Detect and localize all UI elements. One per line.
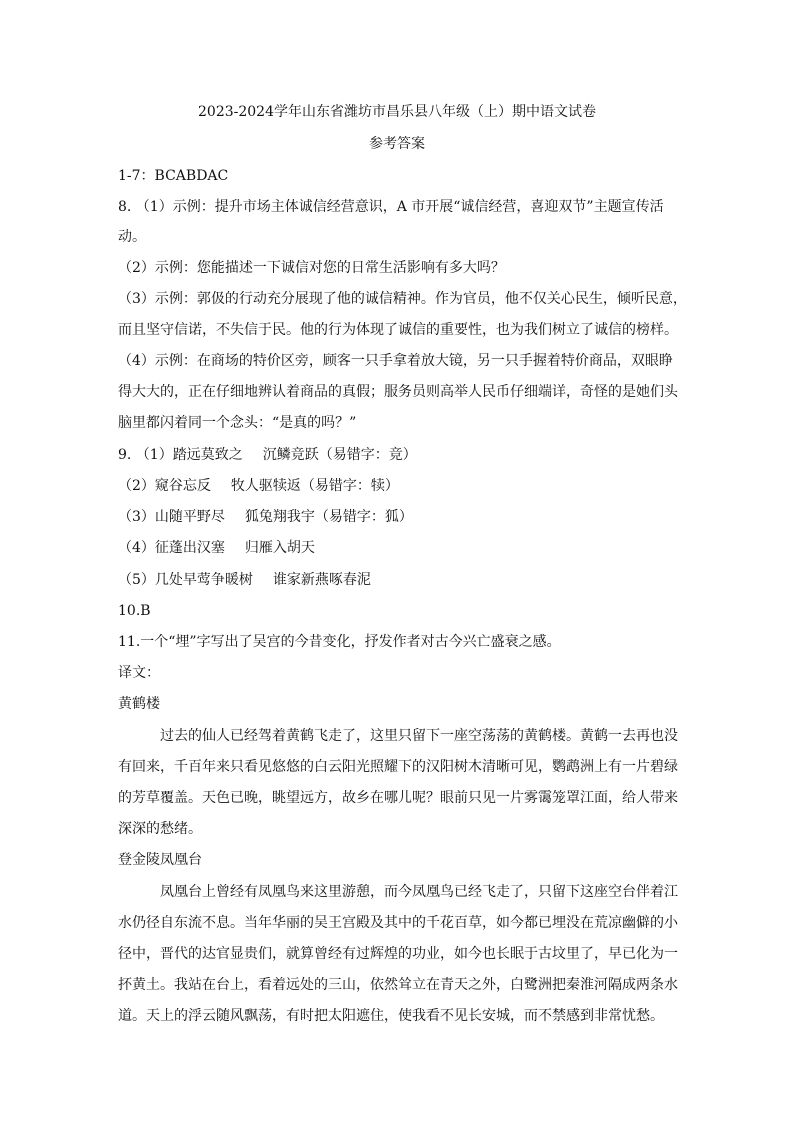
answer-q9-1 <box>118 445 678 465</box>
document-subtitle: 参考答案 <box>369 136 425 152</box>
answer-q9-5 <box>118 570 678 590</box>
poem2-line1: 凤凰台上曾经有凤凰鸟来这里游憩，而今凤凰鸟已经飞走了，只留下这座空台伴着江 <box>160 884 678 900</box>
answer-q9-4-a: （4）征蓬出汉塞 <box>118 540 225 556</box>
poem2-line5: 道。天上的浮云随风飘荡，有时把太阳遮住，使我看不见长安城，而不禁感到非常忧愁。 <box>118 1008 664 1024</box>
answer-q9-2-a: （2）窥谷忘反 <box>118 478 211 494</box>
answer-q9-1-b: 沉鳞竞跃（易错字：竞） <box>262 447 417 463</box>
poem2-title: 登金陵凤凰台 <box>118 852 202 868</box>
answer-q9-3 <box>118 507 678 527</box>
answer-q8-4-line1: （4）示例：在商场的特价区旁，顾客一只手拿着放大镜，另一只手握着特价商品，双眼睁 <box>118 353 673 369</box>
answer-q9-3-a: （3）山随平野尽 <box>118 509 225 525</box>
answer-q9-2-b: 牧人驱犊返（易错字：犊） <box>230 478 399 494</box>
answer-q8-4-line2: 得大大的，正在仔细地辨认着商品的真假；服务员则高举人民币仔细端详，奇怪的是她们头 <box>118 384 678 400</box>
poem2-line2: 水仍径自东流不息。当年华丽的吴王宫殿及其中的千花百草，如今都已埋没在荒凉幽僻的小 <box>118 915 678 931</box>
answer-q11: 11.一个“埋”字写出了吴宫的今昔变化，抒发作者对古今兴亡盛衰之感。 <box>118 634 561 650</box>
poem1-line4: 深深的愁绪。 <box>118 821 202 837</box>
answer-q8-1-line1: 8. （1）示例：提升市场主体诚信经营意识，A 市开展“诚信经营，喜迎双节”主题宣传活 <box>118 199 664 215</box>
poem1-line1: 过去的仙人已经驾着黄鹤飞走了，这里只留下一座空荡荡的黄鹤楼。黄鹤一去再也没 <box>160 728 678 744</box>
answer-q9-3-b: 狐兔翔我宇（易错字：狐） <box>244 509 413 525</box>
answer-q9-4 <box>118 538 678 558</box>
answer-q8-3-line2: 而且坚守信诺，不失信于民。他的行为体现了诚信的重要性，也为我们树立了诚信的榜样。 <box>118 322 678 338</box>
answer-q1-7: 1-7：BCABDAC <box>118 168 229 184</box>
poem2-line4: 抔黄土。我站在台上，看着远处的三山，依然耸立在青天之外，白鹭洲把秦淮河隔成两条水 <box>118 977 678 993</box>
poem1-line3: 的芳草覆盖。天色已晚，眺望远方，故乡在哪儿呢？眼前只见一片雾霭笼罩江面，给人带来 <box>118 790 678 806</box>
poem2-line3: 径中，晋代的达官显贵们，就算曾经有过辉煌的功业，如今也长眠于古坟里了，早已化为一 <box>118 946 678 962</box>
poem1-title: 黄鹤楼 <box>118 696 160 712</box>
answer-q9-5-b: 谁家新燕啄春泥 <box>272 572 371 588</box>
answer-q9-4-b: 归雁入胡天 <box>244 540 315 556</box>
answer-q10: 10.B <box>118 603 151 619</box>
answer-q8-4-line3: 脑里都闪着同一个念头：“是真的吗？” <box>118 415 357 431</box>
answer-q8-2: （2）示例：您能描述一下诚信对您的日常生活影响有多大吗？ <box>118 260 505 276</box>
answer-q9-1-a: 9. （1）踏远莫致之 <box>118 447 243 463</box>
poem1-line2: 有回来，千百年来只看见悠悠的白云阳光照耀下的汉阳树木清晰可见，鹦鹉洲上有一片碧绿 <box>118 759 678 775</box>
answer-q8-3-line1: （3）示例：郭伋的行动充分展现了他的诚信精神。作为官员，他不仅关心民生，倾听民意， <box>118 291 687 307</box>
answer-q9-2 <box>118 476 678 496</box>
answer-q8-1-line2: 动。 <box>118 229 146 245</box>
translation-label: 译文： <box>118 665 160 681</box>
answer-q9-5-a: （5）几处早莺争暖树 <box>118 572 253 588</box>
document-title: 2023-2024学年山东省潍坊市昌乐县八年级（上）期中语文试卷 <box>198 104 596 120</box>
